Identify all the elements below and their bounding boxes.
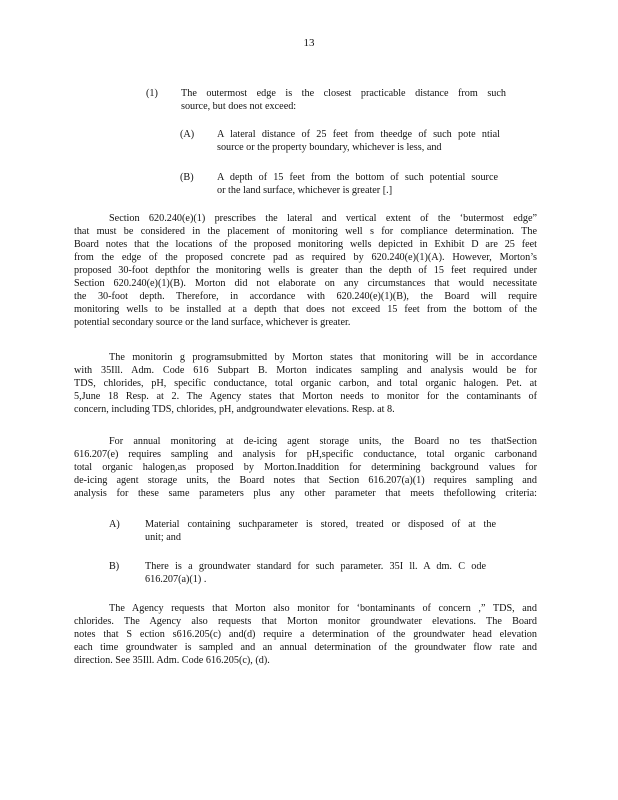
text-line: 616.207(e) requires sampling and analysis for pH,specific conductance, total organic carbonand: [74, 449, 537, 460]
text-line: 616.207(a)(1) .: [145, 574, 207, 585]
list-item-a: [109, 518, 509, 544]
paragraph-4: [74, 602, 537, 667]
text-line: unit; and: [145, 532, 181, 543]
list-marker: (A): [180, 129, 195, 140]
text-line: Section 620.240(e)(1)(B). Morton did not elaborate on any circumstances that would necessitate: [74, 278, 537, 289]
text-line: A lateral distance of 25 feet from theedge of such pote ntial: [217, 129, 500, 140]
text-line: de-icing agent storage units, the Board notes that Section 616.207(a)(1) requires sampling and: [74, 475, 537, 486]
paragraph-2: [74, 351, 537, 416]
list-item-b: [109, 560, 509, 586]
text-line: The monitorin g programsubmitted by Morton states that monitoring will be in accordance: [109, 352, 537, 363]
text-line: direction. See 35Ill. Adm. Code 616.205(c), (d).: [74, 655, 270, 666]
text-line: that must be considered in the placement of monitoring well s for compliance determination. The: [74, 226, 537, 237]
text-line: analysis for these same parameters plus any other parameter that meets thefollowing criteria:: [74, 488, 537, 499]
paragraph-1: [74, 212, 537, 329]
list-marker: A): [109, 519, 120, 530]
list-item-1: [146, 87, 506, 113]
text-line: There is a groundwater standard for such parameter. 35I ll. A dm. C ode: [145, 561, 486, 572]
paragraph-3: [74, 435, 537, 500]
text-line: from the edge of the proposed concrete pad as required by 620.240(e)(1)(A). However, Morton’s: [74, 252, 537, 263]
text-line: The Agency requests that Morton also monitor for ‘bontaminants of concern ,” TDS, and: [109, 603, 537, 614]
list-item-1b: [180, 171, 520, 197]
text-line: chlorides. The Agency also requests that Morton monitor groundwater elevations. The Board: [74, 616, 537, 627]
text-line: TDS, chlorides, pH, specific conductance, total organic carbon, and total organic halogen. Pet. at: [74, 378, 537, 389]
text-line: Material containing suchparameter is stored, treated or disposed of at the: [145, 519, 496, 530]
text-line: A depth of 15 feet from the bottom of such potential source: [217, 172, 498, 183]
text-line: monitoring wells to be installed at a depth that does not exceed 15 feet from the bottom of the: [74, 304, 537, 315]
text-line: potential secondary source or the land surface, whichever is greater.: [74, 317, 351, 328]
text-line: The outermost edge is the closest practicable distance from such: [181, 88, 506, 99]
text-line: Section 620.240(e)(1) prescribes the lateral and vertical extent of the ‘butermost edge”: [109, 213, 537, 224]
text-line: total organic halogen,as proposed by Morton.Inaddition for determining background values for: [74, 462, 537, 473]
text-line: source, but does not exceed:: [181, 101, 297, 112]
text-line: 5,June 18 Resp. at 2. The Agency states that Morton needs to monitor for the contaminants of: [74, 391, 537, 402]
text-line: the 30-foot depth. Therefore, in accordance with 620.240(e)(1)(B), the Board will require: [74, 291, 537, 302]
text-line: notes that S ection s616.205(c) and(d) require a determination of the groundwater head elevation: [74, 629, 537, 640]
text-line: concern, including TDS, chlorides, pH, andgroundwater elevations. Resp. at 8.: [74, 404, 395, 415]
list-marker: (B): [180, 172, 194, 183]
list-item-1a: [180, 128, 520, 154]
text-line: with 35Ill. Adm. Code 616 Subpart B. Morton indicates sampling and analysis would be for: [74, 365, 537, 376]
list-marker: B): [109, 561, 120, 572]
text-line: proposed 30-foot depthfor the monitoring wells is greater than the depth of 15 feet required under: [74, 265, 537, 276]
text-line: or the land surface, whichever is greater [.]: [217, 185, 393, 196]
text-line: each time groundwater is sampled and an annual determination of the groundwater flow rate and: [74, 642, 537, 653]
list-marker: (1): [146, 88, 158, 99]
text-line: For annual monitoring at de-icing agent storage units, the Board no tes thatSection: [109, 436, 537, 447]
text-line: Board notes that the locations of the proposed monitoring wells depicted in Exhibit D are 25 feet: [74, 239, 537, 250]
page-number: 13: [303, 37, 315, 49]
text-line: source or the property boundary, whichever is less, and: [217, 142, 442, 153]
